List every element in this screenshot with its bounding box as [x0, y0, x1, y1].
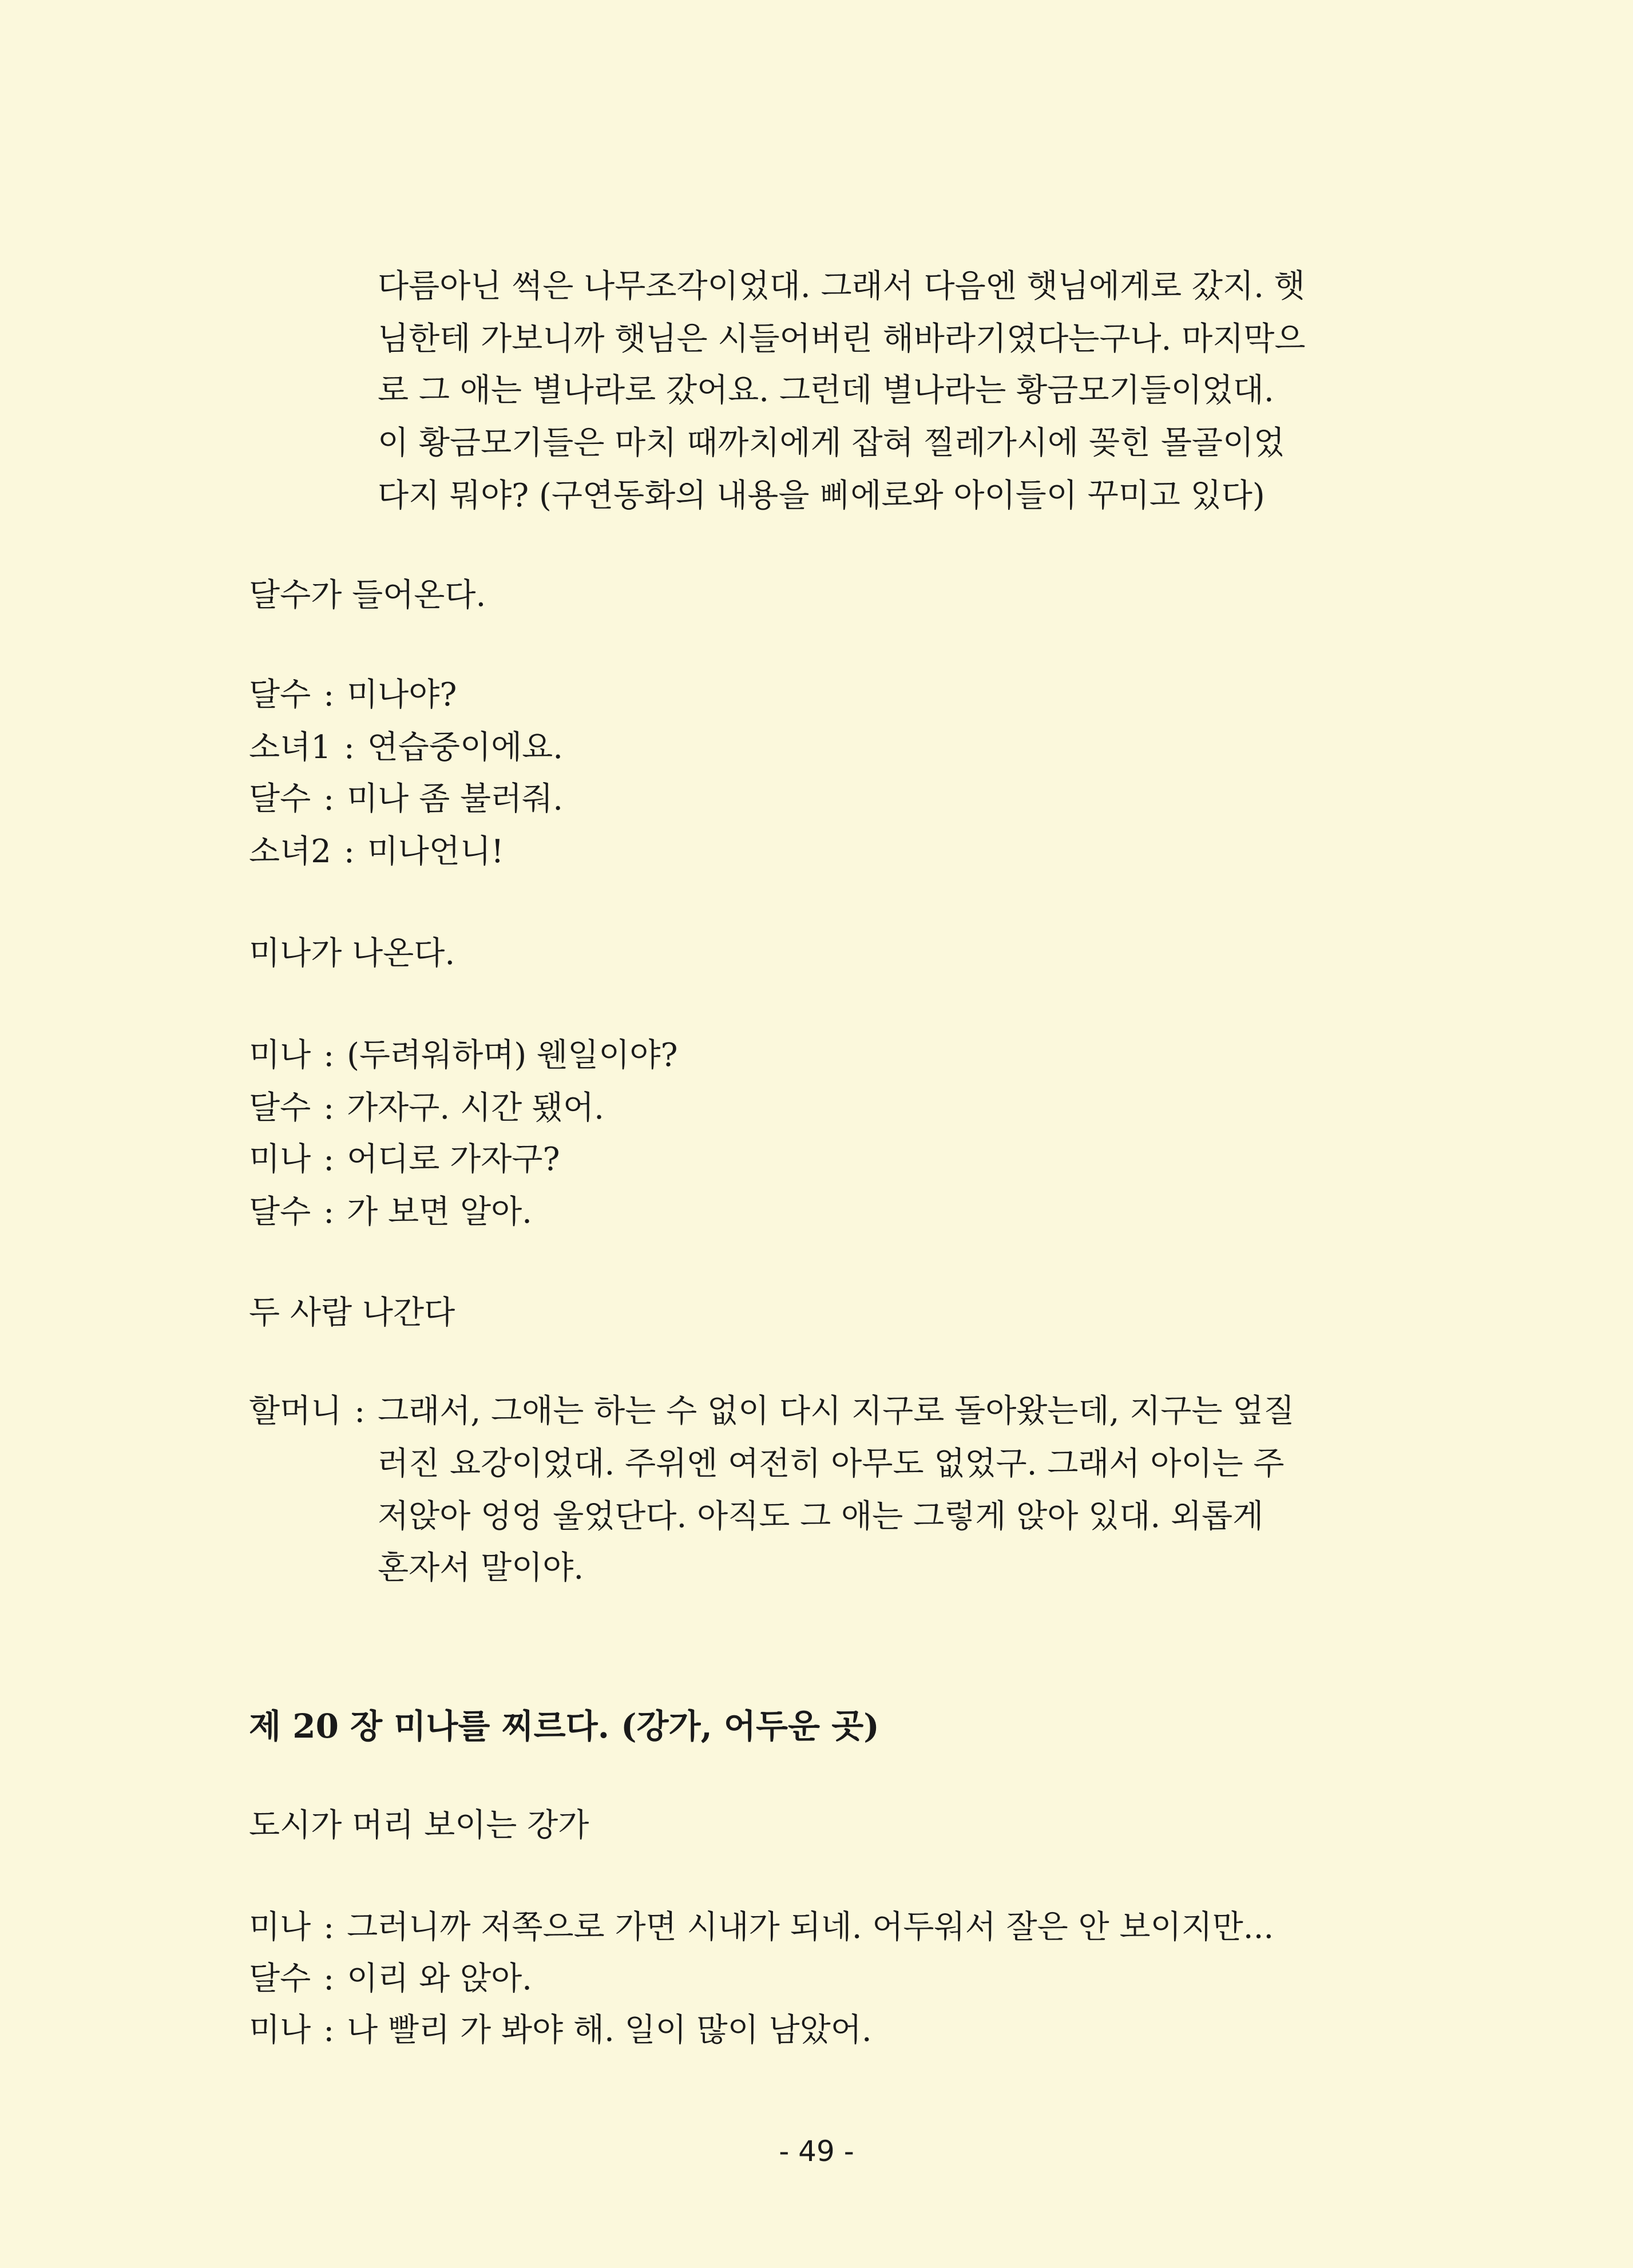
- dialogue-line: [249, 728, 563, 768]
- dialogue-text: 미나언니!: [367, 833, 504, 870]
- colon-separator: :: [343, 833, 355, 870]
- speaker-name: 달수: [249, 780, 311, 818]
- colon-separator: :: [343, 729, 355, 766]
- narration-line: 다름아닌 썩은 나무조각이었대. 그래서 다음엔 햇님에게로 갔지. 햇: [378, 268, 1305, 305]
- dialogue-continuation: 러진 요강이었대. 주위엔 여전히 아무도 없었구. 그래서 아이는 주: [378, 1445, 1285, 1482]
- speaker-name: 미나: [249, 1037, 311, 1074]
- speaker-name: 할머니: [249, 1393, 342, 1430]
- colon-separator: :: [323, 1089, 335, 1127]
- dialogue-line: [249, 779, 563, 819]
- dialogue-text: 연습중이에요.: [367, 729, 564, 766]
- stage-direction: 도시가 머리 보이는 강가: [249, 1807, 589, 1844]
- narration-line: 다지 뭐야? (구연동화의 내용을 삐에로와 아이들이 꾸미고 있다): [378, 477, 1265, 514]
- scene-heading: 제 20 장 미나를 찌르다. (강가, 어두운 곳): [249, 1707, 879, 1746]
- speaker-name: 미나: [249, 1909, 311, 1946]
- page-number: - 49 -: [779, 2135, 854, 2168]
- colon-separator: :: [323, 1037, 335, 1074]
- narration-line: 로 그 애는 별나라로 갔어요. 그런데 별나라는 황금모기들이었대.: [378, 372, 1274, 409]
- colon-separator: :: [323, 676, 335, 713]
- dialogue-text: 어디로 가자구?: [347, 1141, 560, 1178]
- stage-direction: 미나가 나온다.: [249, 935, 455, 972]
- dialogue-line: [249, 1192, 532, 1232]
- narration-line: 이 황금모기들은 마치 때까치에게 잡혀 찔레가시에 꽂힌 몰골이었: [378, 425, 1285, 462]
- colon-separator: :: [323, 2012, 335, 2049]
- dialogue-text: 이리 와 앉아.: [347, 1960, 532, 1997]
- dialogue-text: (두려워하며) 웬일이야?: [347, 1037, 678, 1074]
- colon-separator: :: [354, 1393, 366, 1430]
- dialogue-line: [249, 832, 504, 872]
- dialogue-line: [249, 1140, 560, 1180]
- dialogue-text: 그러니까 저쪽으로 가면 시내가 되네. 어두워서 잘은 안 보이지만...: [347, 1909, 1274, 1946]
- dialogue-continuation: 저앉아 엉엉 울었단다. 아직도 그 애는 그렇게 앉아 있대. 외롭게: [378, 1498, 1264, 1535]
- dialogue-text: 그래서, 그애는 하는 수 없이 다시 지구로 돌아왔는데, 지구는 엎질: [378, 1393, 1295, 1430]
- speaker-name: 달수: [249, 1194, 311, 1231]
- dialogue-text: 가 보면 알아.: [347, 1194, 532, 1231]
- dialogue-line: [249, 1908, 1274, 1948]
- dialogue-text: 미나 좀 불러줘.: [347, 780, 564, 818]
- stage-direction: 달수가 들어온다.: [249, 577, 486, 614]
- dialogue-text: 미나야?: [347, 676, 457, 713]
- speaker-name: 미나: [249, 2012, 311, 2049]
- speaker-name: 달수: [249, 1960, 311, 1997]
- colon-separator: :: [323, 1194, 335, 1231]
- colon-separator: :: [323, 1141, 335, 1178]
- narration-line: 님한테 가보니까 햇님은 시들어버린 해바라기였다는구나. 마지막으: [378, 320, 1306, 358]
- colon-separator: :: [323, 780, 335, 818]
- speaker-name: 미나: [249, 1141, 311, 1178]
- colon-separator: :: [323, 1960, 335, 1997]
- speaker-name: 소녀1: [249, 729, 331, 766]
- dialogue-line: [249, 1088, 604, 1128]
- stage-direction: 두 사람 나간다: [249, 1294, 455, 1331]
- dialogue-text: 나 빨리 가 봐야 해. 일이 많이 남았어.: [347, 2012, 872, 2049]
- speaker-name: 달수: [249, 1089, 311, 1127]
- dialogue-line: [249, 1391, 1294, 1432]
- speaker-name: 소녀2: [249, 833, 331, 870]
- dialogue-text: 가자구. 시간 됐어.: [347, 1089, 604, 1127]
- dialogue-continuation: 혼자서 말이야.: [378, 1549, 584, 1587]
- speaker-name: 달수: [249, 676, 311, 713]
- dialogue-line: [249, 675, 457, 715]
- colon-separator: :: [323, 1909, 335, 1946]
- dialogue-line: [249, 1036, 677, 1076]
- dialogue-line: [249, 2011, 872, 2051]
- dialogue-line: [249, 1959, 532, 1999]
